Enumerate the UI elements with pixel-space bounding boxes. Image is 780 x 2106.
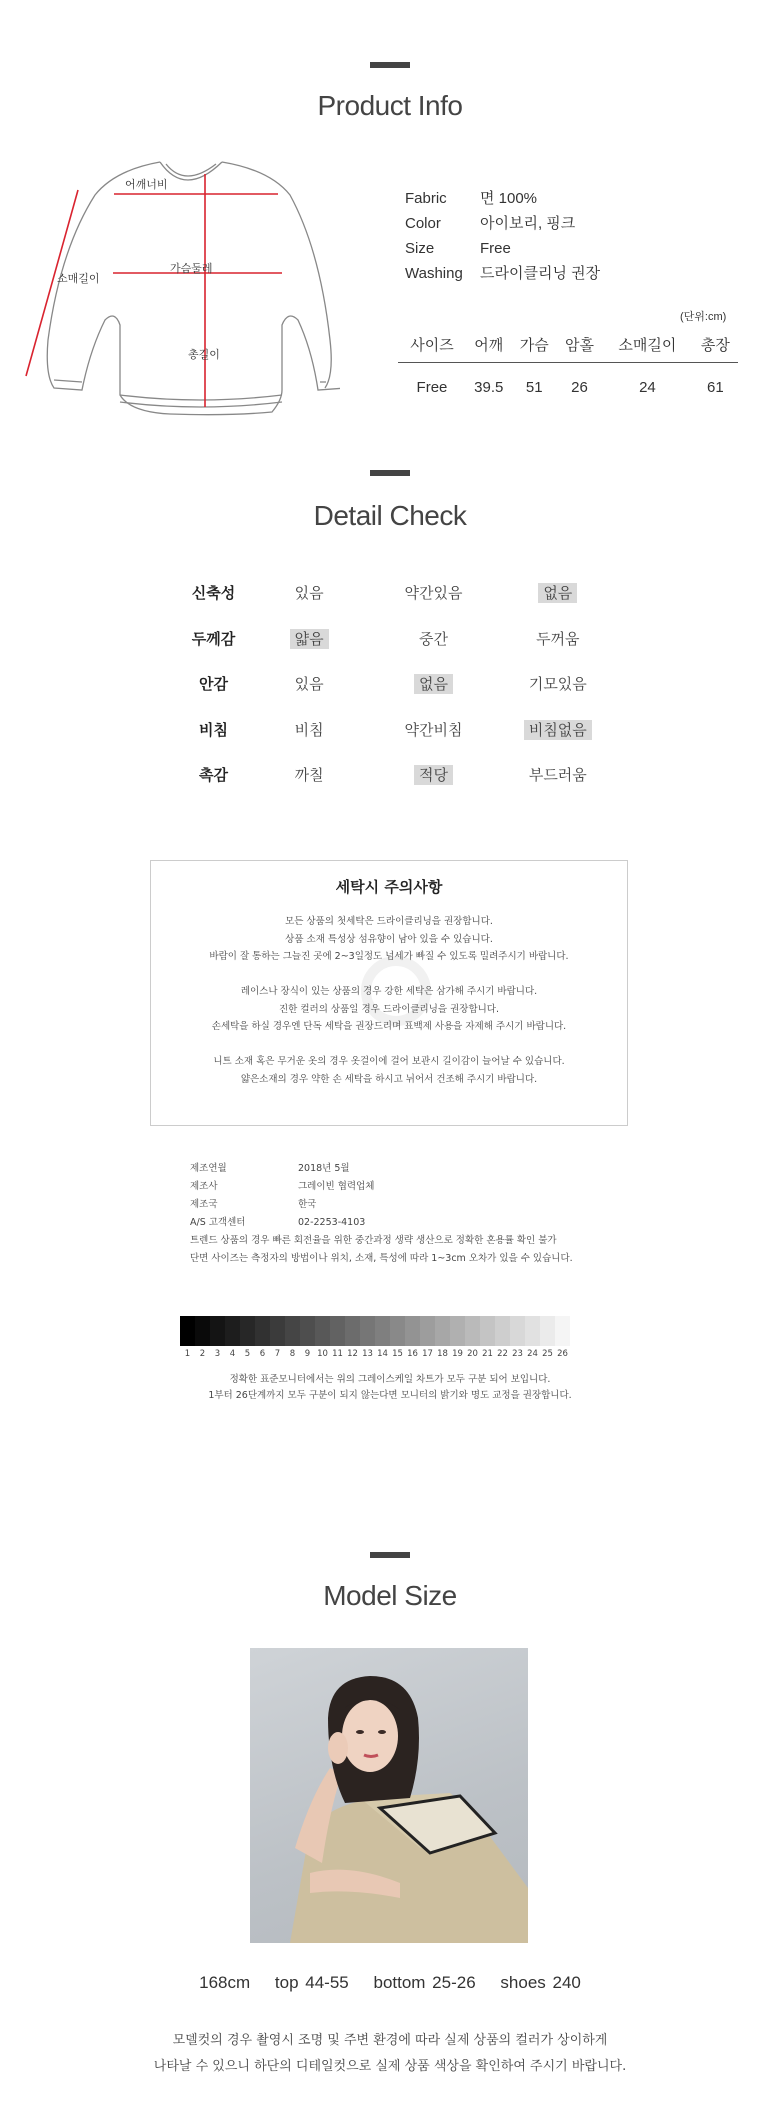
- spec-list: [405, 186, 600, 286]
- washing-notice-line: [151, 1036, 627, 1054]
- grayscale-swatch: [315, 1316, 330, 1346]
- grayscale-number: 20: [467, 1349, 478, 1359]
- grayscale-swatch: [420, 1316, 435, 1346]
- selected-option: 적당: [414, 765, 453, 785]
- maker-row: 제조국 한국: [190, 1199, 317, 1210]
- grayscale-swatch: [450, 1316, 465, 1346]
- grayscale-number: 17: [422, 1349, 433, 1359]
- grayscale-swatch: [525, 1316, 540, 1346]
- grayscale-note: 정확한 표준모니터에서는 위의 그레이스케일 차트가 모두 구분 되어 보입니다. 1부터 26단계까지 모두 구분이 되지 않는다면 모니터의 밝기와 명도 교정을 권장합니다.: [208, 1374, 572, 1401]
- grayscale-swatch: [300, 1316, 315, 1346]
- grayscale-number: 2: [199, 1349, 206, 1359]
- spec-row: Washing 드라이클리닝 권장: [405, 265, 601, 282]
- washing-notice-line: [151, 966, 627, 984]
- grayscale-swatch: [555, 1316, 570, 1346]
- grayscale-number: 4: [229, 1349, 236, 1359]
- detail-row: [180, 752, 620, 798]
- grayscale-numbers: [180, 1349, 590, 1359]
- model-color-note: 모델컷의 경우 촬영시 조명 및 주변 환경에 따라 실제 상품의 컬러가 상이하게 나타날 수 있으니 하단의 디테일컷으로 실제 상품 색상을 확인하여 주시기 바랍니다.: [153, 2033, 627, 2074]
- detail-check-title: Detail Check: [313, 500, 467, 531]
- grayscale-number: 21: [482, 1349, 493, 1359]
- selected-option: 없음: [538, 583, 577, 603]
- detail-label: 안감: [198, 675, 228, 694]
- detail-option: 부드러움: [528, 766, 587, 785]
- maker-row: A/S 고객센터 02-2253-4103: [190, 1217, 366, 1228]
- model-shoe-size: shoes 240: [500, 1973, 581, 1992]
- length-label: 총길이: [188, 348, 220, 361]
- grayscale-swatch: [390, 1316, 405, 1346]
- grayscale-number: 10: [317, 1349, 328, 1359]
- grayscale-number: 7: [274, 1349, 281, 1359]
- grayscale-swatch: [345, 1316, 360, 1346]
- model-photo: [250, 1648, 528, 1943]
- grayscale-number: 15: [392, 1349, 403, 1359]
- table-row: Free 39.5 51 26 24 61: [416, 378, 724, 396]
- size-diagram: [20, 150, 340, 430]
- grayscale-swatch: [240, 1316, 255, 1346]
- sweatshirt-illustration: [20, 150, 340, 430]
- grayscale-number: 8: [289, 1349, 296, 1359]
- washing-notice-line: 얇은소재의 경우 약한 손 세탁을 하시고 뉘어서 건조해 주시기 바랍니다.: [240, 1073, 538, 1085]
- detail-row: [180, 707, 620, 753]
- model-height: 168cm: [199, 1973, 251, 1992]
- grayscale-number: 12: [347, 1349, 358, 1359]
- detail-option: [371, 764, 495, 785]
- grayscale-swatch: [465, 1316, 480, 1346]
- washing-notice-line: 상품 소재 특성상 섬유향이 남아 있을 수 있습니다.: [285, 933, 493, 945]
- section-divider-bar: [370, 62, 410, 68]
- grayscale-number: 5: [244, 1349, 251, 1359]
- detail-row: [180, 616, 620, 662]
- detail-option: [496, 719, 620, 740]
- sleeve-label: 소매길이: [57, 272, 100, 285]
- grayscale-swatch: [405, 1316, 420, 1346]
- grayscale-number: 23: [512, 1349, 523, 1359]
- grayscale-swatch: [195, 1316, 210, 1346]
- grayscale-number: 25: [542, 1349, 553, 1359]
- grayscale-swatch: [480, 1316, 495, 1346]
- table-header-row: 사이즈 어깨 가슴 암홀 소매길이 총장: [398, 328, 738, 362]
- washing-notice-line: 모든 상품의 첫세탁은 드라이클리닝을 권장합니다.: [285, 916, 493, 927]
- detail-label: 비침: [198, 720, 228, 739]
- maker-note: 트렌드 상품의 경우 빠른 회전율을 위한 중간과정 생략 생산으로 정확한 혼용률 확인 불가: [190, 1235, 557, 1246]
- grayscale-swatch: [435, 1316, 450, 1346]
- model-top-size: top 44-55: [274, 1973, 349, 1992]
- detail-option: 두꺼움: [536, 629, 580, 648]
- washing-notice-line: 니트 소재 혹은 무거운 옷의 경우 옷걸이에 걸어 보관시 길이감이 늘어날 수 있습니다.: [213, 1056, 565, 1067]
- grayscale-swatch: [510, 1316, 525, 1346]
- model-size-stats: [0, 1973, 780, 1993]
- grayscale-swatch: [540, 1316, 555, 1346]
- detail-option: 기모있음: [528, 675, 587, 694]
- detail-label: 신축성: [191, 584, 236, 603]
- detail-option: [371, 673, 495, 694]
- detail-option: 약간있음: [404, 584, 463, 603]
- detail-option: 있음: [294, 675, 324, 694]
- washing-notice-line: 레이스나 장식이 있는 상품의 경우 강한 세탁은 삼가해 주시기 바랍니다.: [240, 986, 538, 997]
- maker-note: 단면 사이즈는 측정자의 방법이나 위치, 소재, 특성에 따라 1~3cm 오차가 있을 수 있습니다.: [190, 1253, 573, 1264]
- detail-option: [496, 582, 620, 603]
- grayscale-swatch: [225, 1316, 240, 1346]
- detail-row: [180, 661, 620, 707]
- detail-label: 촉감: [198, 766, 228, 785]
- grayscale-swatch: [210, 1316, 225, 1346]
- detail-row: [180, 570, 620, 616]
- selected-option: 없음: [414, 674, 453, 694]
- detail-label: 두께감: [191, 629, 236, 648]
- detail-option: 까칠: [294, 766, 324, 785]
- maker-info: [190, 1160, 573, 1268]
- shoulder-label: 어깨너비: [125, 178, 168, 191]
- washing-notice-line: 손세탁을 하실 경우엔 단독 세탁을 권장드리며 표백제 사용을 자제해 주시기 바랍니다.: [211, 1021, 567, 1032]
- selected-option: 비침없음: [524, 720, 592, 740]
- spec-row: Fabric 면 100%: [405, 190, 538, 207]
- grayscale-number: 3: [214, 1349, 221, 1359]
- grayscale-swatch: [360, 1316, 375, 1346]
- washing-notice-box: [150, 860, 628, 1126]
- chest-label: 가슴둘레: [170, 262, 213, 275]
- detail-option: 약간비침: [404, 720, 463, 739]
- washing-notice-title: 세탁시 주의사항: [335, 878, 443, 896]
- grayscale-number: 9: [304, 1349, 311, 1359]
- grayscale-chart: [180, 1316, 570, 1346]
- grayscale-number: 18: [437, 1349, 448, 1359]
- washing-notice-line: 진한 컬러의 상품일 경우 드라이클리닝을 권장합니다.: [278, 1003, 499, 1015]
- maker-row: 제조사 그레이빈 협력업체: [190, 1181, 375, 1192]
- model-figure-illustration: [250, 1648, 528, 1943]
- grayscale-swatch: [495, 1316, 510, 1346]
- product-info-title: Product Info: [317, 90, 463, 121]
- grayscale-number: 22: [497, 1349, 508, 1359]
- grayscale-swatch: [375, 1316, 390, 1346]
- grayscale-number: 16: [407, 1349, 418, 1359]
- model-size-title: Model Size: [323, 1580, 457, 1611]
- grayscale-number: 6: [259, 1349, 266, 1359]
- detail-option: [247, 628, 371, 649]
- grayscale-number: 11: [332, 1349, 343, 1359]
- section-divider-bar: [370, 470, 410, 476]
- grayscale-number: 24: [527, 1349, 538, 1359]
- detail-option: 있음: [294, 584, 324, 603]
- maker-row: 제조연월 2018년 5월: [190, 1163, 350, 1174]
- model-bottom-size: bottom 25-26: [373, 1973, 476, 1992]
- grayscale-swatch: [270, 1316, 285, 1346]
- grayscale-swatch: [180, 1316, 195, 1346]
- grayscale-number: 14: [377, 1349, 388, 1359]
- unit-label: (단위:cm): [680, 311, 727, 323]
- grayscale-number: 26: [557, 1349, 568, 1359]
- grayscale-number: 13: [362, 1349, 373, 1359]
- grayscale-number: 19: [452, 1349, 463, 1359]
- grayscale-swatch: [255, 1316, 270, 1346]
- grayscale-swatch: [330, 1316, 345, 1346]
- spec-row: Color 아이보리, 핑크: [405, 215, 576, 232]
- detail-check-grid: [180, 570, 620, 798]
- grayscale-number: 1: [184, 1349, 191, 1359]
- spec-row: Size Free: [405, 240, 511, 257]
- detail-option: 중간: [418, 629, 448, 648]
- section-divider-bar: [370, 1552, 410, 1558]
- grayscale-swatch: [285, 1316, 300, 1346]
- size-table: [398, 328, 738, 412]
- washing-notice-line: 바람이 잘 통하는 그늘진 곳에 2~3일정도 넘세가 빠질 수 있도록 밀려주시기 바랍니다.: [209, 951, 569, 962]
- detail-option: 비침: [294, 720, 324, 739]
- washing-notice-text: [151, 913, 627, 1088]
- selected-option: 얇음: [290, 629, 329, 649]
